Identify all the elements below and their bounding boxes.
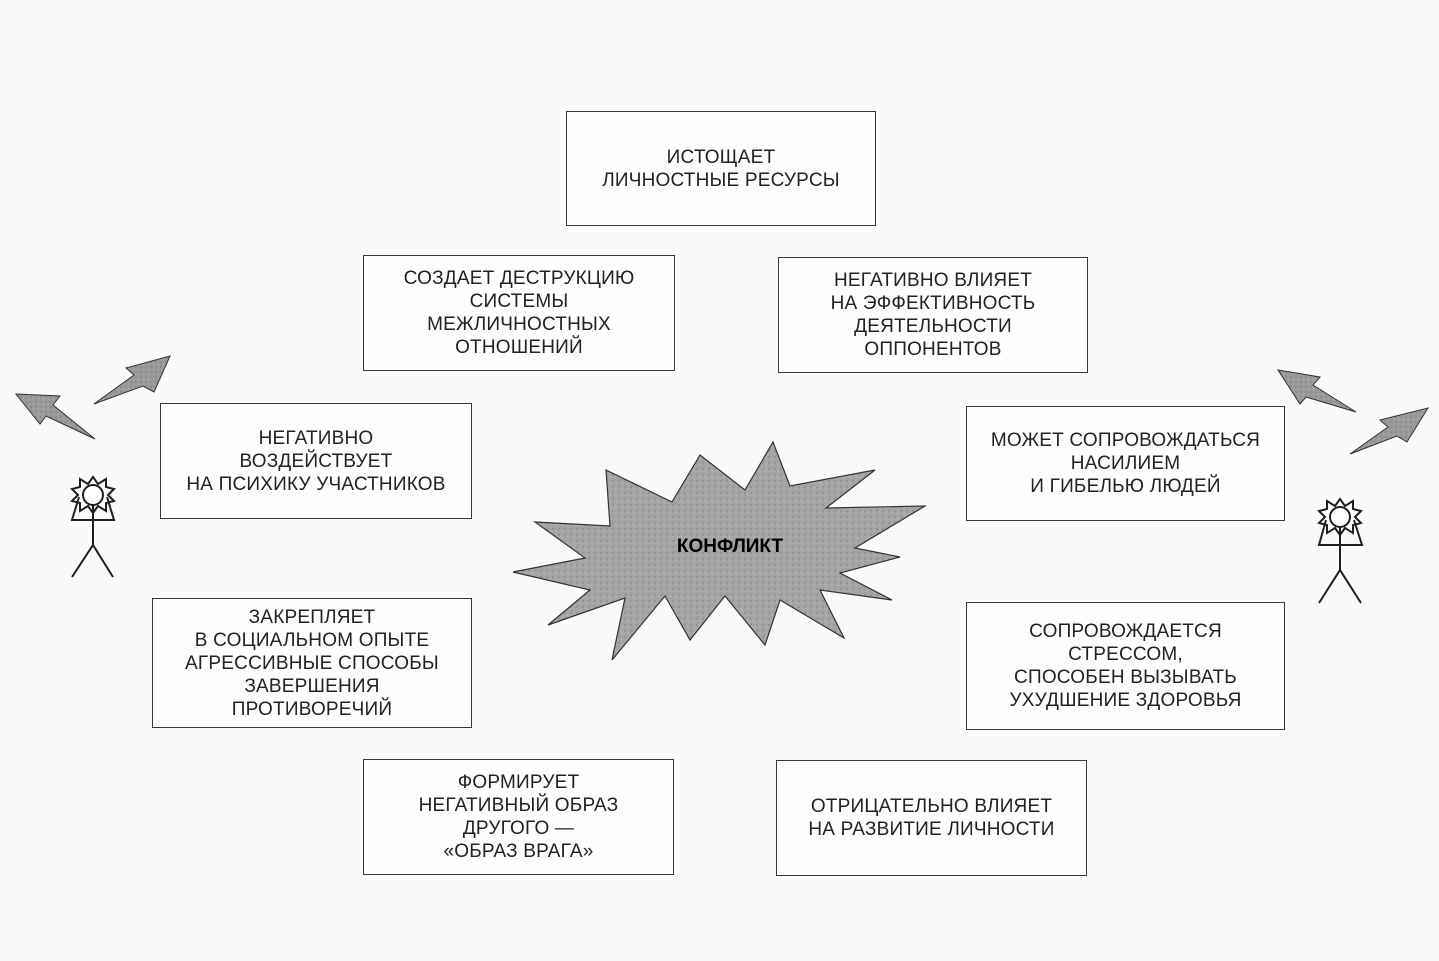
box-text-line: СТРЕССОМ, <box>1068 644 1183 665</box>
box-text-line: ЗАКРЕПЛЯЕТ <box>248 606 376 628</box>
lightning-bolt-icon <box>1278 370 1356 412</box>
box-text-line: НЕГАТИВНО <box>258 427 374 449</box>
effect-box-affects-efficiency <box>778 257 1088 373</box>
effect-box-stress-health <box>966 602 1285 730</box>
box-text-line: НЕГАТИВНО ВЛИЯЕТ <box>833 270 1033 291</box>
box-text-line: «ОБРАЗ ВРАГА» <box>443 841 594 862</box>
box-text <box>404 267 635 359</box>
box-text-line: ПРОТИВОРЕЧИЙ <box>231 698 393 720</box>
box-text <box>185 606 439 721</box>
box-text <box>831 269 1036 361</box>
box-text-line: ДЕЯТЕЛЬНОСТИ <box>854 316 1012 337</box>
box-text-line: ВОЗДЕЙСТВУЕТ <box>239 450 393 472</box>
box-text-line: НА ЭФФЕКТИВНОСТЬ <box>830 293 1036 314</box>
box-text-line: ФОРМИРУЕТ <box>457 772 580 793</box>
box-text-line: ИСТОЩАЕТ <box>666 146 776 168</box>
box-text <box>1009 620 1241 712</box>
box-text-line: НЕГАТИВНЫЙ ОБРАЗ <box>418 795 619 816</box>
box-text-line: ЛИЧНОСТНЫЕ РЕСУРСЫ <box>602 169 840 191</box>
box-text-line: ДРУГОГО — <box>462 818 575 839</box>
box-text-line: НА РАЗВИТИЕ ЛИЧНОСТИ <box>808 819 1055 840</box>
box-text-line: СИСТЕМЫ <box>469 291 569 312</box>
stressed-person-left-icon <box>72 477 114 577</box>
box-text-line: СПОСОБЕН ВЫЗЫВАТЬ <box>1014 667 1237 688</box>
effect-box-destroys-relations <box>363 255 675 371</box>
box-text-line: МОЖЕТ СОПРОВОЖДАТЬСЯ <box>990 430 1261 451</box>
lightning-bolt-icon <box>1350 408 1428 454</box>
box-text <box>419 771 619 863</box>
box-text-line: ОТНОШЕНИЙ <box>455 337 583 358</box>
box-text-line: ОТРИЦАТЕЛЬНО ВЛИЯЕТ <box>810 796 1053 817</box>
box-text <box>808 795 1054 841</box>
box-text-line: МЕЖЛИЧНОСТНЫХ <box>427 314 611 335</box>
effect-box-depletes-resources <box>566 111 876 226</box>
box-text-line: СОЗДАЕТ ДЕСТРУКЦИЮ <box>403 268 635 289</box>
box-text-line: ОППОНЕНТОВ <box>864 339 1002 360</box>
stressed-person-right-icon <box>1319 499 1362 603</box>
box-text-line: АГРЕССИВНЫЕ СПОСОБЫ <box>185 652 439 674</box>
effect-box-aggressive-experience <box>152 598 472 728</box>
conflict-center-label: КОНФЛИКТ <box>676 536 784 557</box>
box-text-line: СОПРОВОЖДАЕТСЯ <box>1029 621 1222 642</box>
box-text-line: НАСИЛИЕМ <box>1070 453 1181 474</box>
box-text-line: ЗАВЕРШЕНИЯ <box>244 675 380 697</box>
box-text <box>991 429 1260 498</box>
box-text <box>186 427 445 496</box>
box-text-line: НА ПСИХИКУ УЧАСТНИКОВ <box>186 473 446 495</box>
effect-box-violence <box>966 406 1285 521</box>
effect-box-personal-development <box>776 760 1087 876</box>
effect-box-affects-psyche <box>160 403 472 519</box>
lightning-bolt-icon <box>16 394 95 439</box>
effect-box-enemy-image <box>363 759 674 875</box>
box-text <box>602 146 840 192</box>
lightning-bolt-icon <box>94 356 170 404</box>
box-text-line: В СОЦИАЛЬНОМ ОПЫТЕ <box>194 629 430 651</box>
box-text-line: УХУДШЕНИЕ ЗДОРОВЬЯ <box>1009 690 1242 711</box>
box-text-line: И ГИБЕЛЬЮ ЛЮДЕЙ <box>1030 476 1221 497</box>
